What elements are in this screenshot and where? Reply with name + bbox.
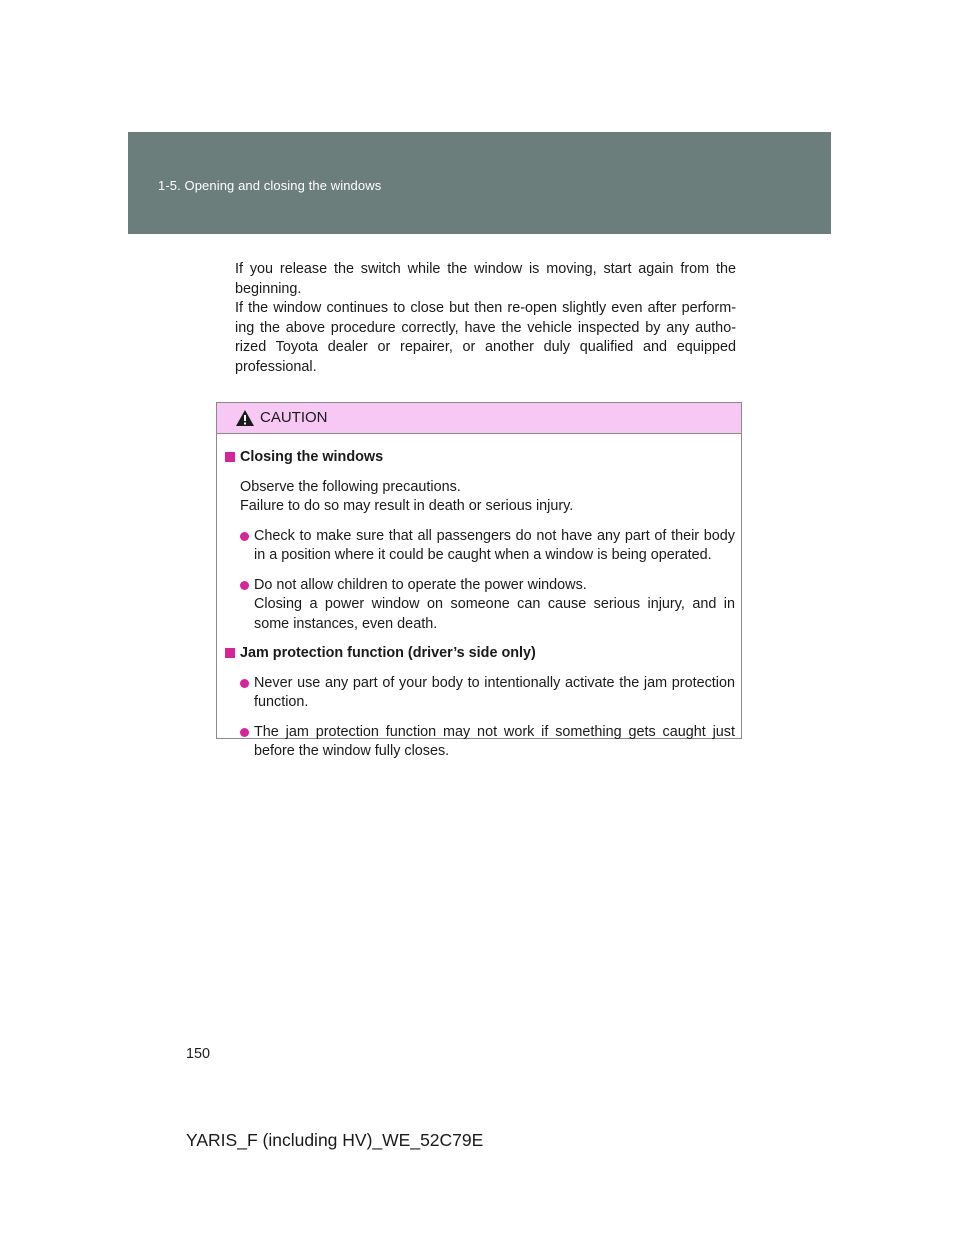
round-bullet-icon	[240, 581, 249, 590]
intro-paragraph: If the window continues to close but then re-open slightly even after perform-ing the above procedure correctly, have the vehicle inspected by any autho-rized Toyota dealer or repairer, or another duly qualified and equipped professional.	[235, 300, 736, 375]
caution-header	[217, 403, 741, 434]
section-header-band	[128, 132, 831, 234]
caution-box	[216, 402, 742, 759]
caution-bullet-item: Do not allow children to operate the power windows. Closing a power window on someone can cause serious injury, and in some instances, even death.	[223, 576, 735, 635]
caution-section-heading: Jam protection function (driver’s side only)	[223, 644, 735, 664]
caution-bullet-item: The jam protection function may not work if something gets caught just before the window fully closes.	[223, 723, 735, 762]
caution-body	[217, 434, 741, 762]
caution-bullet-item: Never use any part of your body to intentionally activate the jam protection function.	[223, 674, 735, 713]
caution-title: CAUTION	[260, 409, 328, 426]
section-title: 1-5. Opening and closing the windows	[158, 178, 382, 193]
caution-paragraph: Observe the following precautions. Failure to do so may result in death or serious injury.	[240, 478, 574, 514]
square-bullet-icon	[225, 648, 235, 658]
document-id: YARIS_F (including HV)_WE_52C79E	[186, 1130, 484, 1150]
round-bullet-icon	[240, 679, 249, 688]
warning-triangle-icon	[235, 409, 255, 427]
round-bullet-icon	[240, 728, 249, 737]
caution-section-heading: Closing the windows	[223, 448, 735, 468]
intro-text	[235, 260, 736, 377]
round-bullet-icon	[240, 532, 249, 541]
page-number: 150	[186, 1046, 211, 1062]
intro-paragraph: If you release the switch while the window is moving, start again from the beginning.	[235, 261, 736, 297]
square-bullet-icon	[225, 452, 235, 462]
caution-bullet-item: Check to make sure that all passengers do not have any part of their body in a position where it could be caught when a window is being operated.	[223, 527, 735, 566]
